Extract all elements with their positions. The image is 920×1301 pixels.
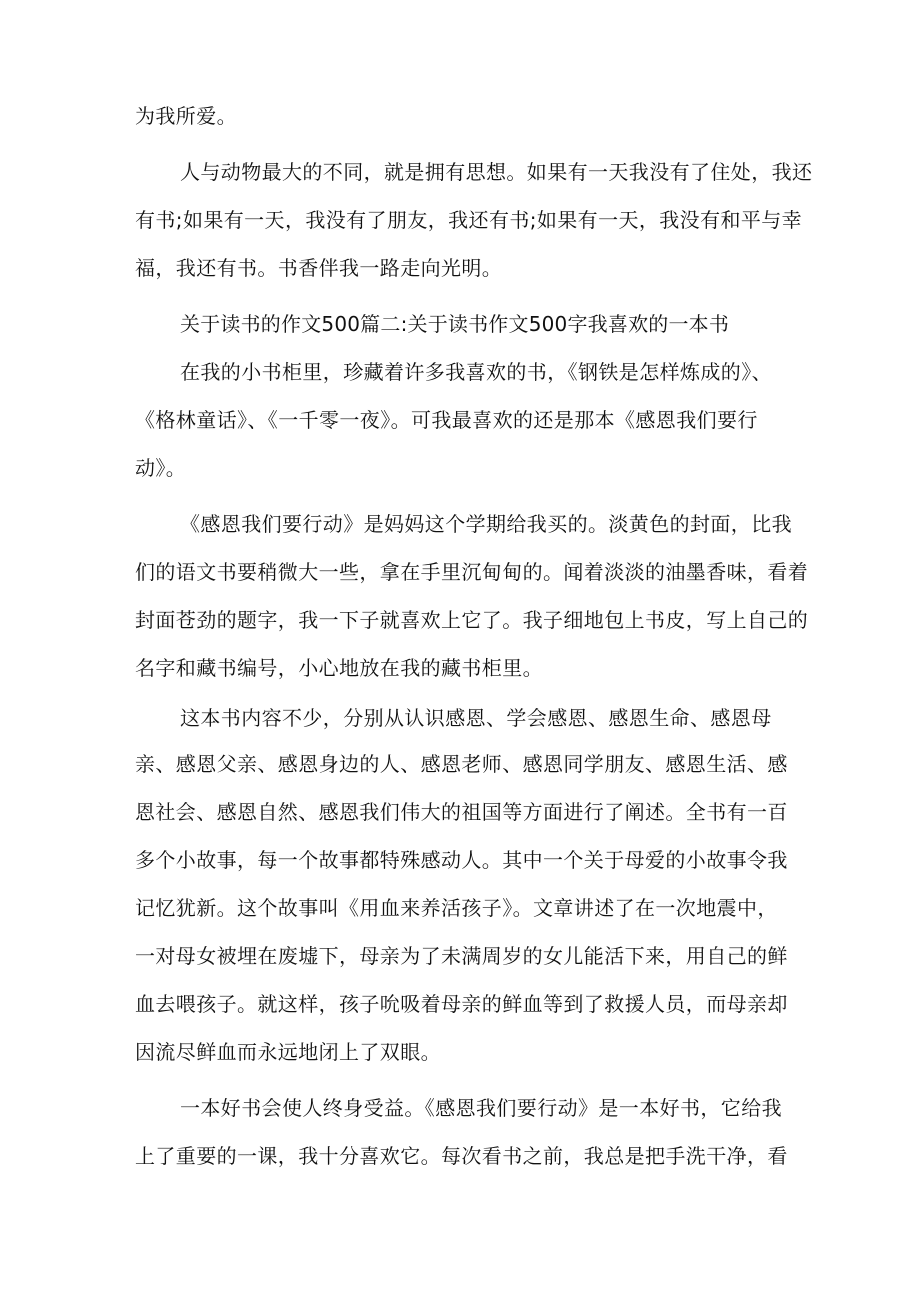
text-line: 名字和藏书编号，小心地放在我的藏书柜里。 [135, 656, 543, 680]
text-line: 为我所爱。 [135, 104, 237, 128]
text-line: 们的语文书要稍微大一些，拿在手里沉甸甸的。闻着淡淡的油墨香味，看着 [135, 560, 809, 584]
text-line: 一对母女被埋在废墟下，母亲为了未满周岁的女儿能活下来，用自己的鲜 [135, 944, 788, 968]
text-line: 一本好书会使人终身受益。《感恩我们要行动》是一本好书，它给我 [180, 1096, 782, 1120]
text-line: 记忆犹新。这个故事叫《用血来养活孩子》。文章讲述了在一次地震中， [135, 896, 778, 920]
text-line: 《感恩我们要行动》是妈妈这个学期给我买的。淡黄色的封面，比我 [180, 512, 792, 536]
text-line: 福，我还有书。书香伴我一路走向光明。 [135, 256, 503, 280]
text-line: 上了重要的一课，我十分喜欢它。每次看书之前，我总是把手洗干净，看 [135, 1144, 788, 1168]
text-line: 有书;如果有一天，我没有了朋友，我还有书;如果有一天，我没有和平与幸 [135, 208, 803, 232]
text-line: 《格林童话》、《一千零一夜》。可我最喜欢的还是那本《感恩我们要行 [135, 408, 758, 432]
text-line: 多个小故事，每一个故事都特殊感动人。其中一个关于母爱的小故事令我 [135, 848, 788, 872]
text-line: 封面苍劲的题字，我一下子就喜欢上它了。我子细地包上书皮，写上自己的 [135, 608, 809, 632]
text-line: 亲、感恩父亲、感恩身边的人、感恩老师、感恩同学朋友、感恩生活、感 [135, 752, 788, 776]
text-line: 人与动物最大的不同，就是拥有思想。如果有一天我没有了住处，我还 [180, 160, 813, 184]
text-line: 这本书内容不少，分别从认识感恩、学会感恩、感恩生命、感恩母 [180, 706, 772, 730]
text-line: 在我的小书柜里，珍藏着许多我喜欢的书，《钢铁是怎样炼成的》、 [180, 360, 772, 384]
text-line: 因流尽鲜血而永远地闭上了双眼。 [135, 1040, 441, 1064]
text-line: 血去喂孩子。就这样，孩子吮吸着母亲的鲜血等到了救援人员，而母亲却 [135, 992, 788, 1016]
section-heading: 关于读书的作文500篇二:关于读书作文500字我喜欢的一本书 [180, 312, 730, 336]
text-line: 恩社会、感恩自然、感恩我们伟大的祖国等方面进行了阐述。全书有一百 [135, 800, 788, 824]
text-line: 动》。 [135, 456, 187, 480]
